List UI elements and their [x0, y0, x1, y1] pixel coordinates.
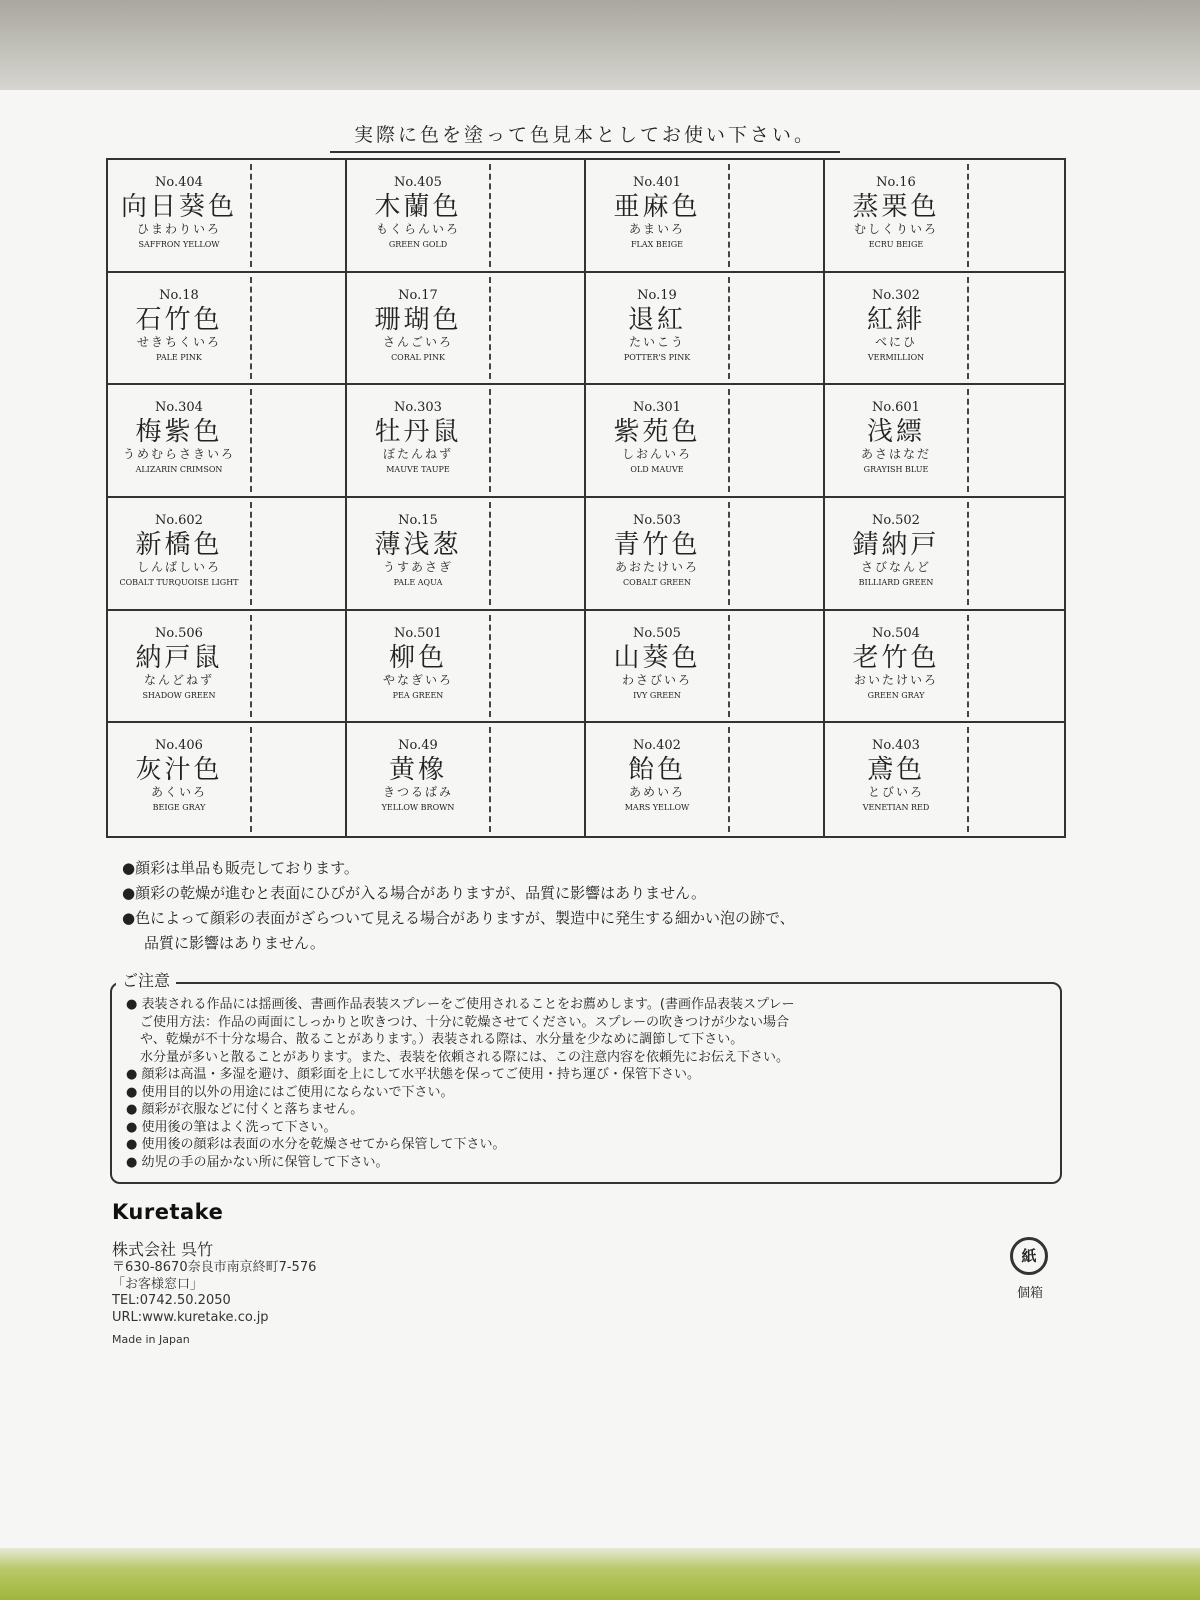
color-kana-reading: しおんいろ	[621, 447, 692, 462]
address-line: 〒630-8670奈良市南京終町7-576	[112, 1260, 317, 1275]
color-swatch-cell	[347, 273, 586, 386]
color-swatch-cell	[586, 273, 825, 386]
color-english-name: VENETIAN RED	[862, 803, 930, 813]
swatch-guide-line	[967, 389, 969, 492]
caution-line: ● 表装される作品には揺画後、書画作品表装スプレーをご使用されることをお薦めします。(書画作品表装スプレー	[126, 997, 795, 1012]
color-kana-reading: うめむらさきいろ	[122, 447, 235, 462]
color-swatch-cell	[825, 611, 1064, 724]
swatch-guide-line	[489, 727, 491, 832]
swatch-guide-line	[250, 727, 252, 832]
color-kana-reading: ひまわりいろ	[136, 222, 221, 236]
color-number: No.16	[876, 175, 916, 190]
color-kanji-name: 木蘭色	[374, 192, 462, 222]
color-swatch-cell	[825, 385, 1064, 498]
color-kana-reading: わさびいろ	[621, 672, 692, 687]
color-swatch-cell	[347, 385, 586, 498]
color-swatch-cell	[825, 498, 1064, 611]
color-english-name: OLD MAUVE	[630, 465, 684, 475]
color-english-name: IVY GREEN	[633, 690, 681, 700]
color-kanji-name: 薄浅葱	[374, 529, 462, 560]
color-kana-reading: うすあさぎ	[382, 559, 453, 574]
color-kana-reading: きつるばみ	[382, 785, 453, 800]
color-english-name: SAFFRON YELLOW	[138, 240, 220, 249]
color-info	[108, 737, 250, 817]
color-kanji-name: 青竹色	[613, 529, 701, 560]
color-kanji-name: 退紅	[627, 304, 686, 335]
color-number: No.505	[633, 625, 681, 641]
color-kanji-name: 珊瑚色	[374, 304, 462, 335]
color-kanji-name: 浅縹	[866, 417, 925, 448]
color-english-name: GRAYISH BLUE	[863, 465, 929, 475]
color-swatch-cell	[586, 723, 825, 836]
swatch-guide-line	[728, 727, 730, 832]
color-number: No.502	[872, 512, 920, 528]
color-info	[586, 625, 728, 705]
color-number: No.503	[633, 512, 681, 528]
color-number: No.303	[394, 400, 442, 416]
color-kana-reading: さんごいろ	[382, 334, 453, 349]
swatch-guide-line	[728, 164, 730, 267]
color-swatch-cell	[108, 611, 347, 724]
color-info	[108, 287, 250, 367]
color-info	[586, 399, 728, 479]
caution-line: ● 使用目的以外の用途にはご使用にならないで下さい。	[126, 1084, 454, 1100]
color-number: No.504	[872, 625, 920, 641]
color-kana-reading: べにひ	[874, 334, 917, 349]
color-swatch-cell	[108, 723, 347, 836]
caution-title: ご注意	[116, 968, 176, 991]
caution-line: や、乾燥が不十分な場合、散ることがあります。）表装される際は、水分量を少なめに調節して下さい。	[140, 1032, 744, 1047]
color-kanji-name: 納戸鼠	[135, 642, 223, 673]
swatch-guide-line	[728, 277, 730, 380]
color-kanji-name: 牡丹鼠	[374, 417, 462, 448]
color-kana-reading: もくらんいろ	[375, 222, 460, 236]
swatch-guide-line	[489, 277, 491, 380]
color-kana-reading: あめいろ	[628, 785, 685, 800]
color-english-name: ECRU BEIGE	[868, 240, 924, 249]
swatch-guide-line	[967, 727, 969, 832]
color-swatch-cell	[108, 385, 347, 498]
color-info	[347, 399, 489, 479]
color-kana-reading: ぼたんねず	[382, 447, 453, 462]
color-swatch-cell	[586, 160, 825, 273]
color-info	[586, 737, 728, 817]
color-number: No.304	[155, 400, 203, 416]
color-swatch-cell	[347, 498, 586, 611]
color-number: No.506	[155, 625, 203, 641]
color-info	[347, 737, 489, 817]
color-kana-reading: あおたけいろ	[614, 559, 699, 574]
swatch-guide-line	[489, 502, 491, 605]
color-swatch-cell	[825, 160, 1064, 273]
background-shadow	[0, 0, 1200, 95]
caution-line: ● 顔彩が衣服などに付くと落ちません。	[126, 1102, 364, 1117]
caution-line: ● 顔彩は高温・多湿を避け、顔彩面を上にして水平状態を保ってご使用・持ち運び・保管下さい。	[126, 1067, 700, 1082]
swatch-guide-line	[250, 502, 252, 605]
color-swatch-cell	[108, 160, 347, 273]
color-swatch-cell	[586, 385, 825, 498]
color-number: No.49	[398, 738, 438, 754]
color-number: No.405	[394, 175, 442, 190]
swatch-guide-line	[250, 277, 252, 380]
caution-line: ● 幼児の手の届かない所に保管して下さい。	[126, 1154, 389, 1170]
color-swatch-cell	[347, 723, 586, 836]
address-line: TEL:0742.50.2050	[112, 1293, 231, 1308]
swatch-guide-line	[250, 389, 252, 492]
color-info	[108, 399, 250, 479]
color-number: No.19	[637, 287, 677, 303]
swatch-guide-line	[728, 615, 730, 718]
color-swatch-cell	[825, 273, 1064, 386]
color-info	[825, 737, 967, 817]
color-swatch-grid	[106, 158, 1066, 838]
color-number: No.302	[872, 287, 920, 303]
color-kanji-name: 紫苑色	[613, 417, 701, 448]
color-number: No.601	[872, 400, 920, 416]
color-number: No.401	[633, 175, 681, 190]
swatch-guide-line	[728, 389, 730, 492]
color-kana-reading: さびなんど	[860, 559, 931, 574]
color-kana-reading: やなぎいろ	[382, 672, 453, 687]
color-kana-reading: なんどねず	[143, 672, 214, 687]
color-number: No.301	[633, 400, 681, 416]
swatch-guide-line	[489, 389, 491, 492]
caution-line: ご使用方法：作品の両面にしっかりと吹きつけ、十分に乾燥させてください。スプレーの吹きつけが少ない場合	[140, 1014, 789, 1030]
note-line: ●顔彩は単品も販売しております。	[122, 859, 359, 877]
swatch-guide-line	[250, 615, 252, 718]
color-number: No.15	[398, 512, 438, 528]
color-kana-reading: あくいろ	[150, 785, 207, 800]
note-line: 品質に影響はありません。	[144, 934, 325, 952]
color-kanji-name: 紅緋	[866, 304, 925, 335]
color-number: No.17	[398, 287, 438, 303]
color-kanji-name: 梅紫色	[135, 417, 223, 448]
color-english-name: CORAL PINK	[391, 352, 445, 362]
color-kana-reading: あまいろ	[628, 222, 685, 236]
color-number: No.404	[155, 175, 203, 190]
address-line: 「お客様窓口」	[112, 1276, 204, 1292]
caution-box	[110, 982, 1062, 1184]
color-info	[825, 625, 967, 705]
color-number: No.403	[872, 738, 920, 754]
note-line: ●色によって顔彩の表面がざらついて見える場合がありますが、製造中に発生する細かい泡の跡で、	[122, 909, 795, 927]
notes	[122, 856, 1022, 956]
color-english-name: COBALT GREEN	[623, 577, 691, 587]
color-english-name: BILLIARD GREEN	[858, 577, 934, 587]
swatch-guide-line	[967, 277, 969, 380]
caution-line: ● 使用後の筆はよく洗って下さい。	[126, 1119, 337, 1135]
color-kanji-name: 灰汁色	[135, 755, 223, 786]
color-english-name: BEIGE GRAY	[152, 803, 206, 813]
note-line: ●顔彩の乾燥が進むと表面にひびが入る場合がありますが、品質に影響はありません。	[122, 884, 706, 902]
color-info	[108, 174, 250, 254]
swatch-guide-line	[489, 164, 491, 267]
caution-line: ● 使用後の顔彩は表面の水分を乾燥させてから保管して下さい。	[126, 1137, 506, 1152]
color-kanji-name: 鳶色	[866, 755, 925, 786]
color-swatch-cell	[586, 498, 825, 611]
color-english-name: GREEN GOLD	[388, 240, 448, 249]
color-kana-reading: とびいろ	[867, 785, 924, 800]
color-english-name: YELLOW BROWN	[381, 803, 455, 813]
color-info	[347, 625, 489, 705]
color-english-name: ALIZARIN CRIMSON	[135, 465, 223, 475]
color-info	[347, 512, 489, 592]
color-english-name: COBALT TURQUOISE LIGHT	[119, 577, 239, 587]
color-kanji-name: 飴色	[627, 755, 686, 786]
color-english-name: PALE AQUA	[393, 577, 443, 587]
color-english-name: PALE PINK	[156, 352, 202, 362]
color-kanji-name: 山葵色	[613, 642, 701, 673]
color-kana-reading: あさはなだ	[860, 447, 931, 462]
color-english-name: SHADOW GREEN	[142, 690, 216, 700]
color-swatch-cell	[347, 160, 586, 273]
swatch-guide-line	[967, 502, 969, 605]
color-kanji-name: 石竹色	[135, 304, 223, 335]
color-number: No.402	[633, 738, 681, 754]
color-info	[825, 174, 967, 254]
color-kana-reading: おいたけいろ	[853, 672, 938, 687]
color-kanji-name: 柳色	[388, 642, 447, 673]
made-in-label: Made in Japan	[112, 1333, 190, 1346]
color-kana-reading: むしくりいろ	[853, 222, 938, 236]
color-kanji-name: 蒸栗色	[852, 192, 940, 222]
color-kanji-name: 老竹色	[852, 642, 940, 673]
color-kanji-name: 亜麻色	[613, 192, 701, 222]
company-address	[112, 1260, 316, 1326]
swatch-guide-line	[967, 164, 969, 267]
color-swatch-cell	[108, 498, 347, 611]
color-info	[108, 512, 250, 592]
color-info	[108, 625, 250, 705]
color-swatch-cell	[586, 611, 825, 724]
paper-recycle-icon: 紙	[1010, 1237, 1048, 1275]
color-kanji-name: 黄橡	[388, 755, 447, 786]
color-english-name: POTTER'S PINK	[623, 352, 691, 362]
color-number: No.501	[394, 625, 442, 641]
color-info	[586, 287, 728, 367]
color-info	[825, 399, 967, 479]
bottom-edge	[0, 1548, 1200, 1600]
swatch-guide-line	[250, 164, 252, 267]
color-swatch-cell	[347, 611, 586, 724]
caution-line: 水分量が多いと散ることがあります。また、表装を依頼される際には、この注意内容を依頼先にお伝え下さい。	[140, 1049, 789, 1065]
address-line: URL:www.kuretake.co.jp	[112, 1309, 269, 1325]
color-english-name: GREEN GRAY	[867, 690, 925, 700]
color-info	[825, 287, 967, 367]
swatch-guide-line	[728, 502, 730, 605]
color-kanji-name: 新橋色	[135, 529, 223, 560]
color-kana-reading: しんばしいろ	[136, 559, 221, 574]
color-info	[586, 174, 728, 254]
color-kanji-name: 錆納戸	[852, 529, 940, 560]
color-kana-reading: たいこう	[628, 334, 685, 349]
recycle-label: 個箱	[1016, 1286, 1043, 1301]
swatch-guide-line	[967, 615, 969, 718]
heading: 実際に色を塗って色見本としてお使い下さい。	[330, 120, 840, 153]
color-kanji-name: 向日葵色	[120, 192, 237, 222]
color-english-name: FLAX BEIGE	[631, 240, 683, 249]
color-info	[347, 174, 489, 254]
color-number: No.602	[155, 512, 203, 528]
color-english-name: PEA GREEN	[392, 690, 444, 700]
color-number: No.406	[155, 738, 203, 754]
color-info	[825, 512, 967, 592]
color-swatch-cell	[825, 723, 1064, 836]
color-info	[586, 512, 728, 592]
color-swatch-cell	[108, 273, 347, 386]
color-kana-reading: せきちくいろ	[136, 334, 221, 349]
kuretake-logo: Kuretake	[112, 1200, 224, 1224]
color-number: No.18	[159, 287, 199, 303]
company-name: 株式会社 呉竹	[112, 1240, 214, 1259]
color-english-name: MARS YELLOW	[624, 803, 690, 813]
color-english-name: MAUVE TAUPE	[386, 465, 450, 475]
swatch-guide-line	[489, 615, 491, 718]
color-info	[347, 287, 489, 367]
color-english-name: VERMILLION	[867, 352, 925, 362]
